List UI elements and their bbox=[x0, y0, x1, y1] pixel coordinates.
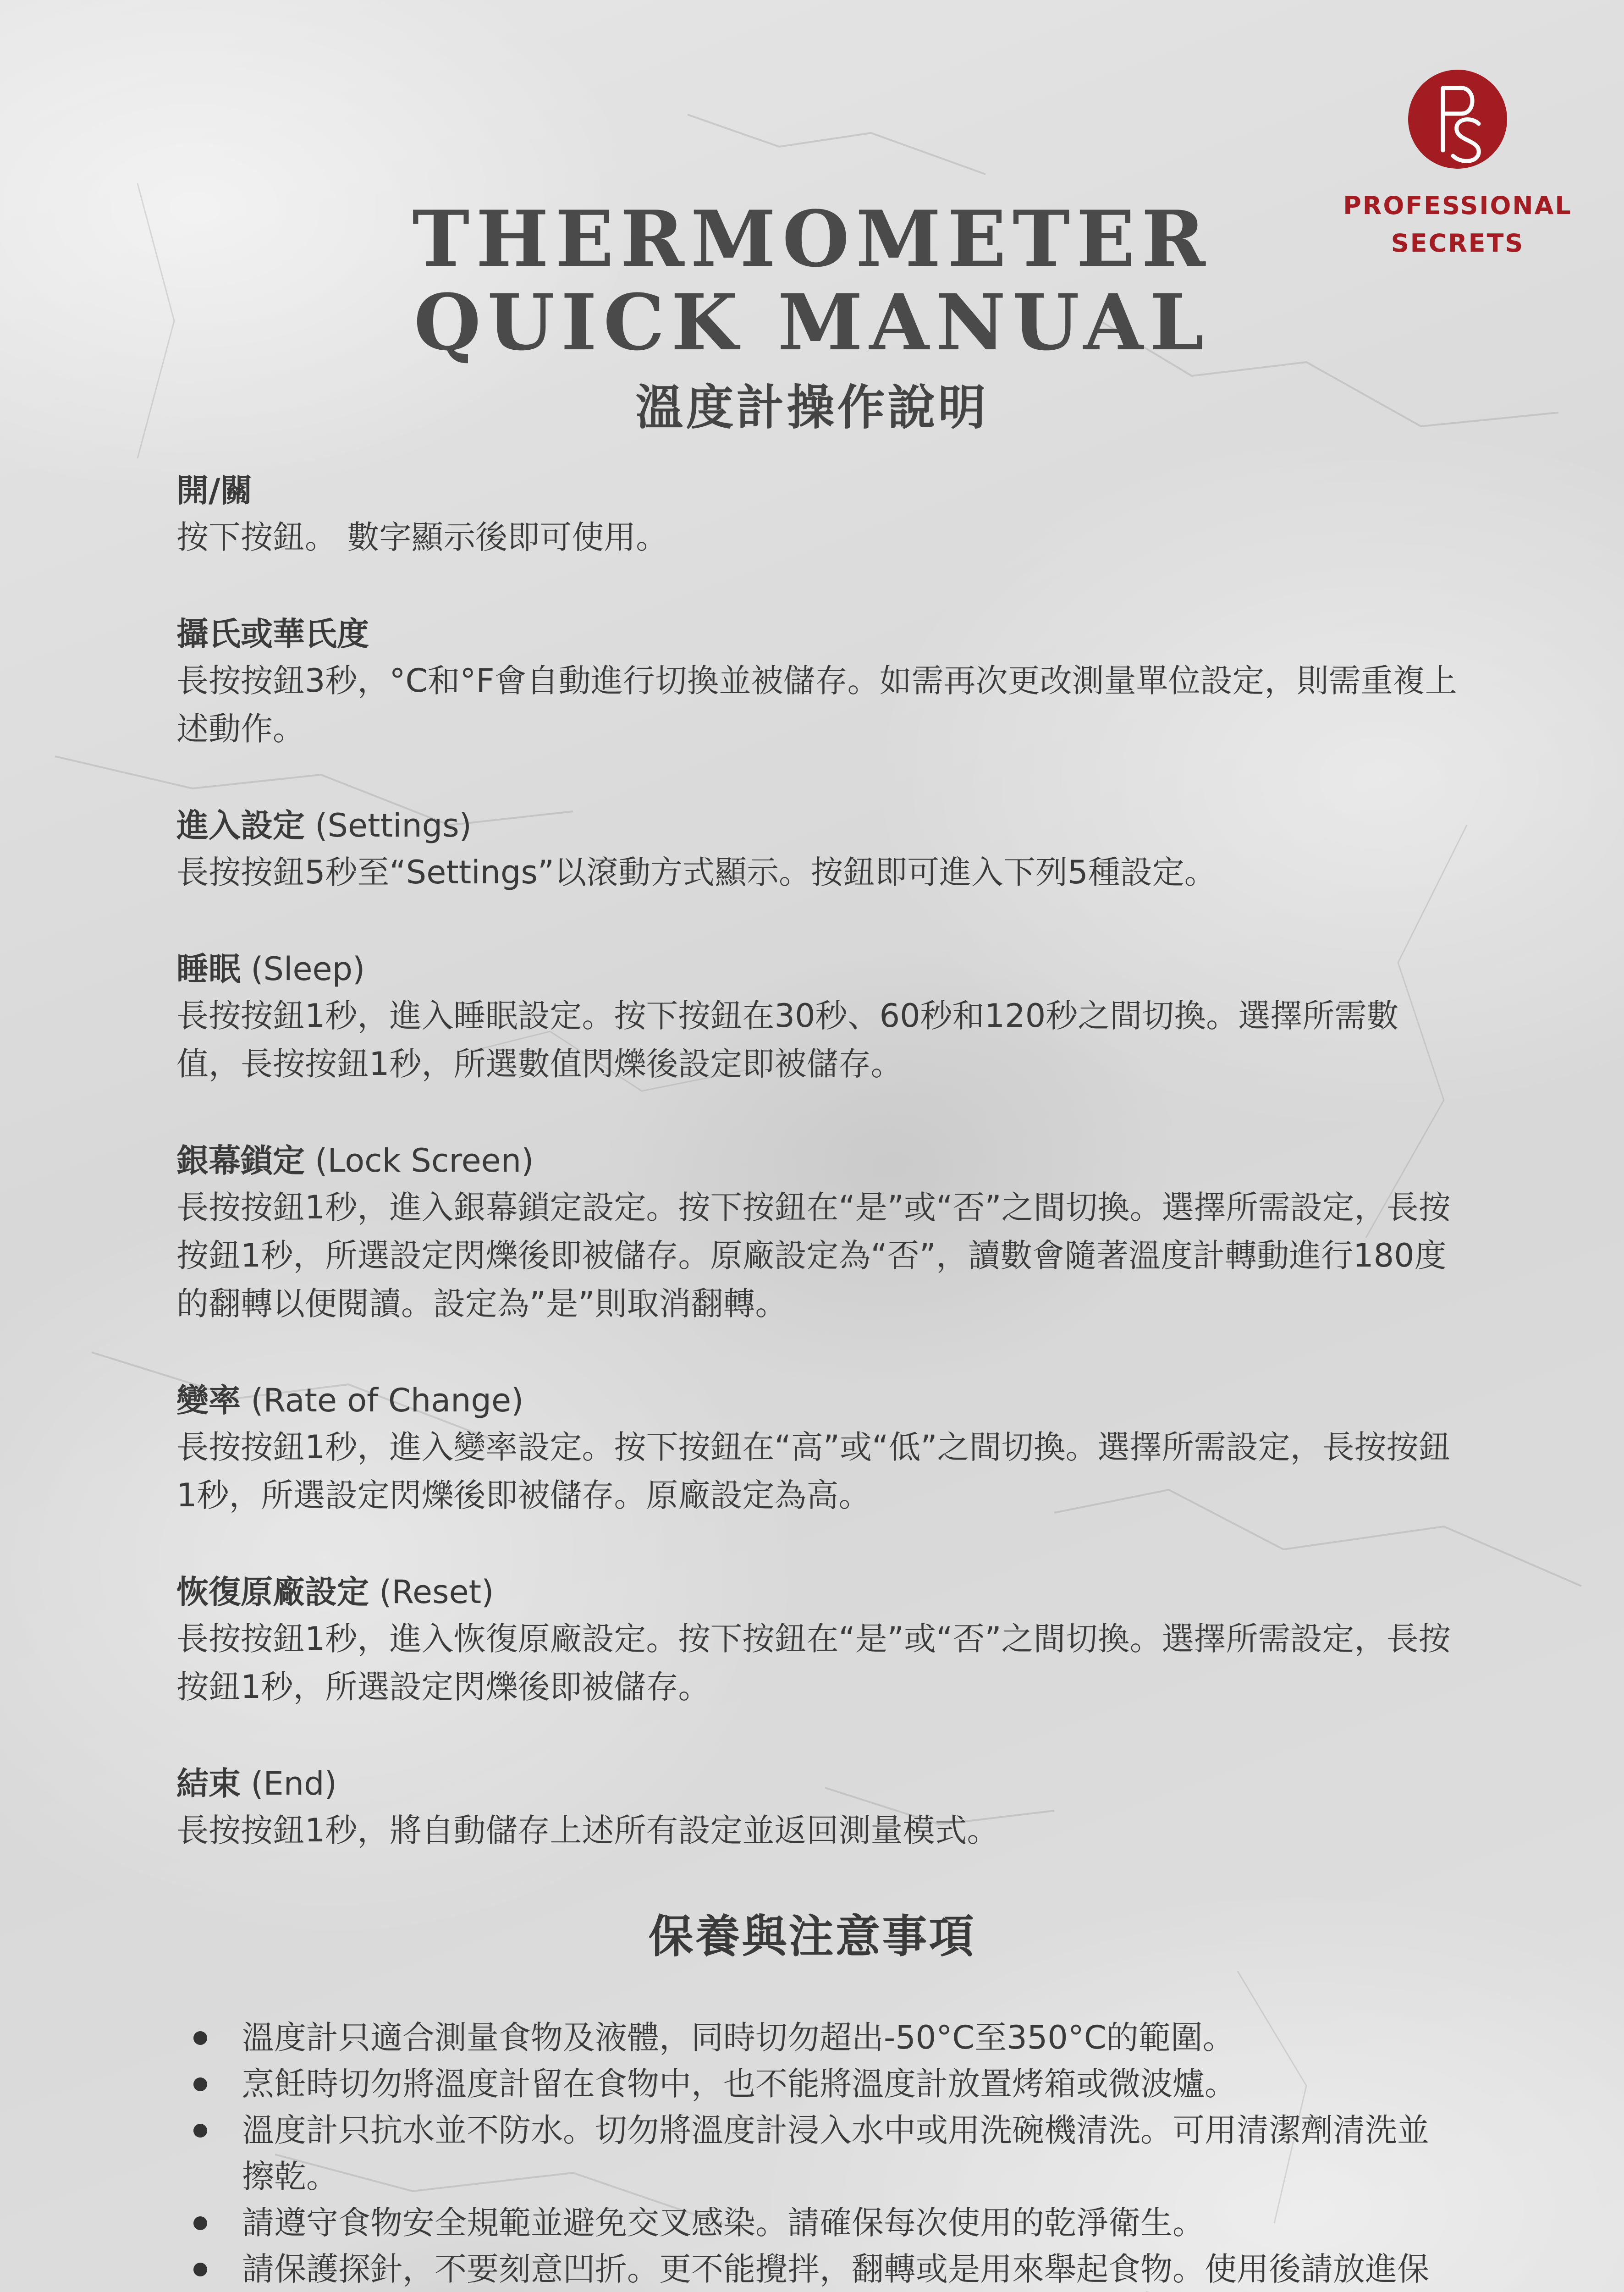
section-heading-en: (Lock Screen) bbox=[305, 1142, 534, 1179]
section-heading-zh: 進入設定 bbox=[176, 807, 305, 844]
page-title-line1: THERMOMETER bbox=[412, 193, 1212, 284]
list-item bbox=[183, 2061, 1448, 2107]
section-heading bbox=[176, 1761, 1460, 1807]
section-reset bbox=[176, 1569, 1460, 1711]
brand-name-line2: SECRETS bbox=[1391, 229, 1525, 258]
section-heading-en: (Rate of Change) bbox=[241, 1382, 524, 1419]
care-list bbox=[183, 2015, 1448, 2292]
section-heading-en: (End) bbox=[241, 1765, 337, 1802]
bullet-icon bbox=[193, 2124, 207, 2138]
section-heading-zh: 開/關 bbox=[176, 472, 253, 509]
section-heading bbox=[176, 803, 1460, 848]
instructions bbox=[176, 468, 1460, 1904]
section-sleep bbox=[176, 946, 1460, 1088]
section-heading bbox=[176, 611, 1460, 657]
list-item-text: 溫度計只抗水並不防水。切勿將溫度計浸入水中或用洗碗機清洗。可用清潔劑清洗並擦乾。 bbox=[242, 2111, 1429, 2195]
section-body: 長按按鈕1秒，將自動儲存上述所有設定並返回測量模式。 bbox=[176, 1812, 999, 1849]
section-body: 長按按鈕1秒，進入睡眠設定。按下按鈕在30秒、60秒和120秒之間切換。選擇所需數值，長按按鈕1秒，所選數值閃爍後設定即被儲存。 bbox=[176, 997, 1399, 1083]
list-item bbox=[183, 2015, 1448, 2061]
list-item-text: 請遵守食物安全規範並避免交叉感染。請確保每次使用的乾淨衛生。 bbox=[242, 2204, 1205, 2242]
bullet-icon bbox=[193, 2263, 207, 2276]
section-heading-zh: 銀幕鎖定 bbox=[176, 1142, 305, 1179]
section-heading-en: (Sleep) bbox=[241, 950, 365, 988]
section-body: 長按按鈕1秒，進入銀幕鎖定設定。按下按鈕在“是”或“否”之間切換。選擇所需設定，長按按鈕1秒，所選設定閃爍後即被儲存。原廠設定為“否”，讀數會隨著溫度計轉動進行180度的翻轉以便閱讀。設定為”是”則取消翻轉。 bbox=[176, 1189, 1451, 1322]
section-heading-en: (Settings) bbox=[305, 807, 472, 844]
section-heading bbox=[176, 1138, 1460, 1184]
section-heading-zh: 恢復原廠設定 bbox=[176, 1573, 369, 1611]
list-item bbox=[183, 2246, 1448, 2292]
section-end bbox=[176, 1761, 1460, 1855]
section-lock-screen bbox=[176, 1138, 1460, 1328]
page-title-line2: QUICK MANUAL bbox=[413, 277, 1211, 368]
list-item-text: 請保護探針，不要刻意凹折。更不能攪拌，翻轉或是用來舉起食物。使用後請放進保 bbox=[242, 2250, 1429, 2288]
section-heading bbox=[176, 468, 1460, 513]
ps-logo-icon bbox=[1407, 69, 1508, 170]
section-heading-zh: 睡眠 bbox=[176, 950, 241, 988]
section-heading-zh: 結束 bbox=[176, 1765, 241, 1802]
bullet-icon bbox=[193, 2031, 207, 2045]
list-item-text: 溫度計只適合測量食物及液體，同時切勿超出-50°C至350°C的範圍。 bbox=[242, 2019, 1235, 2056]
section-heading-en: (Reset) bbox=[369, 1573, 494, 1611]
list-item bbox=[183, 2200, 1448, 2246]
section-heading bbox=[176, 1569, 1460, 1615]
section-heading bbox=[176, 946, 1460, 992]
section-heading bbox=[176, 1377, 1460, 1423]
section-settings bbox=[176, 803, 1460, 897]
bullet-icon bbox=[193, 2216, 207, 2230]
section-rate-of-change bbox=[176, 1377, 1460, 1520]
section-body: 長按按鈕1秒，進入變率設定。按下按鈕在“高”或“低”之間切換。選擇所需設定，長按按鈕1秒，所選設定閃爍後即被儲存。原廠設定為高。 bbox=[176, 1428, 1451, 1514]
section-body: 長按按鈕3秒，°C和°F會自動進行切換並被儲存。如需再次更改測量單位設定，則需重複上述動作。 bbox=[176, 662, 1457, 748]
care-title: 保養與注意事項 bbox=[648, 1911, 976, 1963]
list-item bbox=[183, 2107, 1448, 2200]
list-item-text: 烹飪時切勿將溫度計留在食物中，也不能將溫度計放置烤箱或微波爐。 bbox=[242, 2065, 1237, 2103]
section-body: 長按按鈕5秒至“Settings”以滾動方式顯示。按鈕即可進入下列5種設定。 bbox=[176, 854, 1217, 891]
section-power bbox=[176, 468, 1460, 562]
page-subtitle: 溫度計操作說明 bbox=[635, 380, 989, 435]
section-units bbox=[176, 611, 1460, 753]
section-body: 按下按鈕。 數字顯示後即可使用。 bbox=[176, 518, 668, 556]
section-heading-zh: 攝氏或華氏度 bbox=[176, 615, 369, 653]
section-heading-zh: 變率 bbox=[176, 1382, 241, 1419]
section-body: 長按按鈕1秒，進入恢復原廠設定。按下按鈕在“是”或“否”之間切換。選擇所需設定，長按按鈕1秒，所選設定閃爍後即被儲存。 bbox=[176, 1620, 1451, 1706]
brand-name-line1: PROFESSIONAL bbox=[1343, 191, 1572, 220]
bullet-icon bbox=[193, 2077, 207, 2091]
header bbox=[0, 193, 1624, 437]
